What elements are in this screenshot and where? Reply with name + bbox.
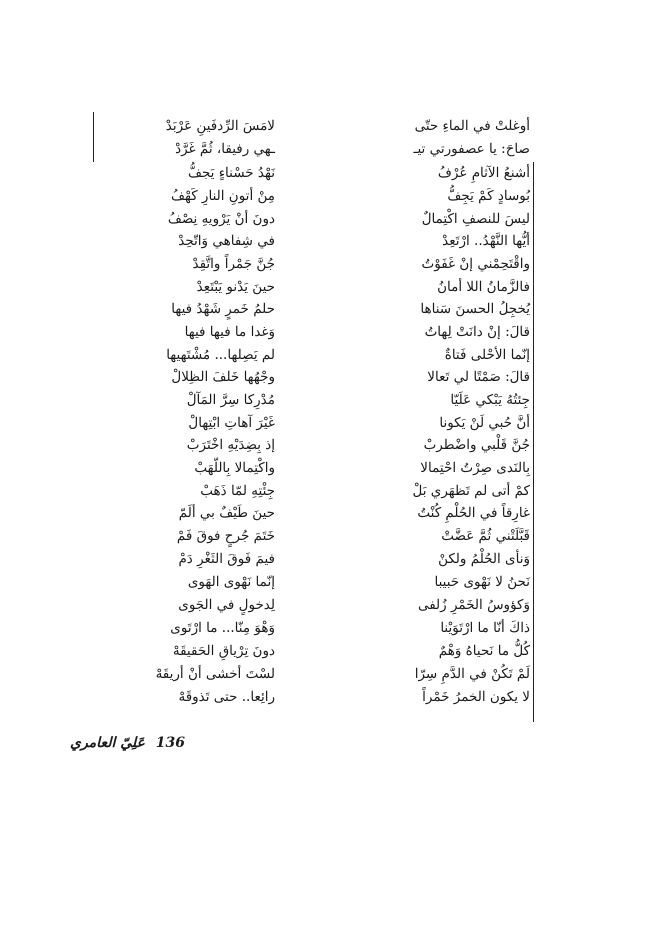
stanza-left-8 bbox=[110, 571, 275, 640]
verse-line: لسْتَ أخشى أنْ أريقَهْ bbox=[155, 666, 275, 682]
stanza-right-9 bbox=[365, 640, 530, 709]
verse-line: في شِفاهي وَاتّحِدْ bbox=[178, 233, 275, 249]
verse-line: وَنأى الحُلْمُ ولكنْ bbox=[438, 551, 530, 567]
verse-line: فالزَّمانُ اللا أمانُ bbox=[437, 279, 530, 295]
stanza-right-2 bbox=[365, 162, 530, 231]
verse-line: أشنعُ الآثامِ عُرْفُ bbox=[437, 165, 530, 181]
verse-line: ـهي رفيقا، ثُمَّ غَرَّدْ bbox=[175, 141, 275, 157]
stanza-right-7 bbox=[365, 502, 530, 571]
verse-line: إنّما الأحْلى فَتاةٌ bbox=[444, 347, 530, 363]
verse-line: غارِقاً في الحُلْمِ كُنْتُ bbox=[417, 505, 530, 521]
verse-line: بِالنَدى صِرْتُ احْتِمالا bbox=[420, 460, 530, 476]
verse-line: حينَ طَيْفٌ بي ألَمّ bbox=[178, 505, 275, 521]
verse-line: دونَ أنْ يَرْويهِ نِصْفُ bbox=[167, 211, 275, 227]
verse-line: وجْهُها خَلفَ الظِلالْ bbox=[171, 369, 275, 385]
verse-line: غَيْرَ آهاتِ ابْتِهالْ bbox=[188, 415, 275, 431]
stanza-left-1 bbox=[110, 115, 275, 161]
stanza-right-4 bbox=[365, 298, 530, 367]
verse-line: صاحَ: يا عصفورتي تيـ bbox=[413, 141, 530, 157]
verse-line: يُخجِلُ الحسنَ سَناها bbox=[420, 301, 530, 317]
stanza-left-5 bbox=[110, 366, 275, 435]
verse-line: جُنَّ قَلْبي واضْطربْ bbox=[423, 437, 530, 453]
verse-line: لم يَصِلها... مُشْتَهيها bbox=[166, 347, 275, 363]
verse-line: كمْ أتى لم تَظهَري بَلْ bbox=[412, 483, 530, 499]
verse-line: واكْتِمالا بِاللّهَبْ bbox=[194, 460, 275, 476]
verse-line: وَغدا ما فيها فيها bbox=[184, 324, 275, 340]
verse-line: لَمْ تَكُنْ في الدَّمِ سِرّا bbox=[414, 666, 530, 682]
verse-line: حينَ يَدْنو يَبْتَعِدْ bbox=[196, 279, 275, 295]
verse-line: ذاكَ أنّا ما ارْتَوَيْنا bbox=[440, 620, 530, 636]
verse-line: دونَ تِرْياقِ الحَقيقَهْ bbox=[172, 643, 275, 659]
verse-line: قالَ: إنْ دانَتْ لِهاتُ bbox=[424, 324, 530, 340]
verse-line: فيمَ فَوقَ الثَغْرِ دَمْ bbox=[178, 551, 275, 567]
verse-line: أوغلتْ في الماءِ حتّى bbox=[414, 118, 530, 134]
verse-line: جُنَّ جَمْراً واتَّقِدْ bbox=[192, 256, 275, 272]
verse-line: واقْتَحِمْني إنْ غَفَوْتُ bbox=[421, 256, 530, 272]
stanza-right-8 bbox=[365, 571, 530, 640]
verse-line: مِنْ أتونِ النارِ كَهْفُ bbox=[171, 188, 275, 204]
verse-line: لا يكون الخمرُ خَمْراً bbox=[422, 689, 530, 705]
stanza-right-6 bbox=[365, 434, 530, 503]
stanza-right-5 bbox=[365, 366, 530, 435]
verse-line: كُلُّ ما نَحياهُ وَهْمٌ bbox=[438, 643, 530, 659]
verse-line: خَتَمَ جُرحٍ فوقَ فَمْ bbox=[176, 528, 275, 544]
verse-line: ليسَ للنصفِ اكْتِمالٌ bbox=[421, 211, 530, 227]
verse-line: حلمُ خَمرٍ شَهْدُ فيها bbox=[171, 301, 275, 317]
margin-rule-left bbox=[93, 112, 94, 162]
stanza-left-2 bbox=[110, 162, 275, 231]
page-footer bbox=[70, 735, 190, 751]
verse-line: وَهْوَ مِنّا... ما ارْتَوى bbox=[170, 620, 275, 636]
verse-line: جِئْتِهِ لمّا ذَهَبْ bbox=[200, 483, 275, 499]
stanza-right-1 bbox=[365, 115, 530, 161]
page-number: 136 bbox=[155, 735, 185, 751]
verse-line: أيُّها النَّهْدُ.. ارْتَعِدْ bbox=[442, 233, 530, 249]
stanza-left-9 bbox=[110, 640, 275, 709]
stanza-left-4 bbox=[110, 298, 275, 367]
verse-line: مُدْرِكا سِرَّ المَآلْ bbox=[186, 392, 275, 408]
verse-line: لِدخولٍ في الجَوى bbox=[178, 597, 275, 613]
verse-line: بُوسادٍ كَمْ يَجِفُّ bbox=[447, 188, 530, 204]
stanza-left-6 bbox=[110, 434, 275, 503]
stanza-left-7 bbox=[110, 502, 275, 571]
verse-line: رائِعا.. حتى تَذوقَهْ bbox=[178, 689, 275, 705]
verse-line: نَحنُ لا نَهْوى حَبيبا bbox=[434, 574, 530, 590]
verse-line: جِئتُهُ يَبْكي عَلَيّا bbox=[450, 392, 530, 408]
verse-line: قَبَّلَتْني ثُمَّ عَضَّتْ bbox=[441, 528, 530, 544]
verse-line: قالَ: صَمْتًا لي تَعالا bbox=[427, 369, 530, 385]
verse-line: أنَّ حُبي لَنْ يَكونا bbox=[439, 415, 530, 431]
stanza-right-3 bbox=[365, 230, 530, 299]
verse-line: لامَسَ الرِّدفَينِ عَرْبَدْ bbox=[165, 118, 275, 134]
verse-line: إذ بِضِدَيْهِ اخْتَرَبْ bbox=[186, 437, 275, 453]
margin-rule-right bbox=[533, 162, 534, 722]
stanza-left-3 bbox=[110, 230, 275, 299]
verse-line: نَهْدُ حَسْناءٍ يَجفُّ bbox=[187, 165, 275, 181]
verse-line: إنّما نَهْوى الهَوى bbox=[187, 574, 275, 590]
author-name: عَلِيّ العامري bbox=[70, 735, 145, 751]
verse-line: وَكؤوسُ الخَمْرِ زُلفى bbox=[417, 597, 530, 613]
